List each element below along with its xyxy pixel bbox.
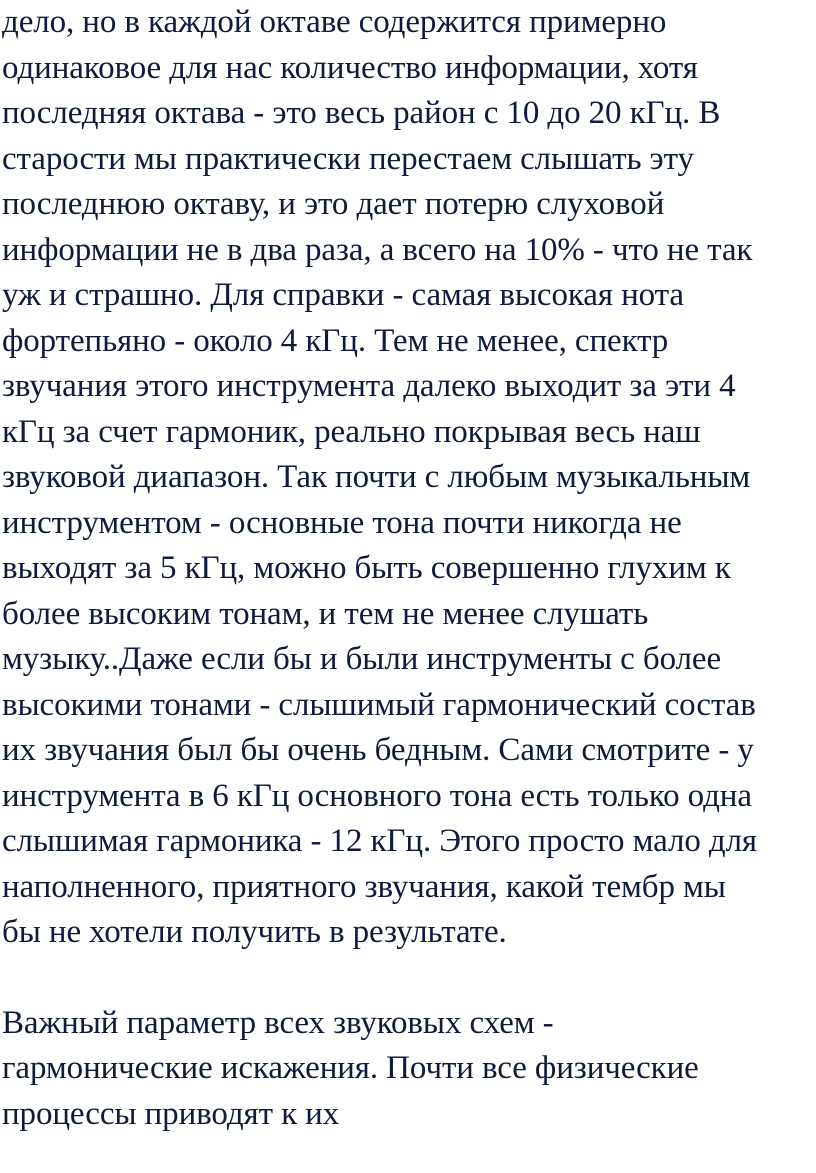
text-line: инструмента в 6 кГц основного тона есть только одна (2, 777, 752, 814)
text-line: информации не в два раза, а всего на 10% - что не так (2, 231, 753, 268)
text-line: уж и страшно. Для справки - самая высокая нота (2, 277, 684, 313)
text-line: наполненного, приятного звучания, какой тембр мы (2, 868, 726, 905)
text-line: последнюю октаву, и это дает потерю слуховой (2, 186, 665, 222)
paragraph-octave-hearing (2, 0, 816, 956)
text-line: старости мы практически перестаем слышать эту (2, 140, 694, 177)
text-line: звучания этого инструмента далеко выходит за эти 4 (2, 368, 736, 404)
text-line: одинаковое для нас количество информации, хотя (2, 49, 698, 86)
text-line: более высоким тонам, и тем не менее слушать (2, 595, 649, 632)
text-line: процессы приводят к их (2, 1095, 340, 1132)
text-line: фортепьяно - около 4 кГц. Тем не менее, спектр (2, 322, 669, 359)
text-line: кГц за счет гармоник, реально покрывая весь наш (2, 413, 701, 450)
text-line: выходят за 5 кГц, можно быть совершенно глухим к (2, 550, 731, 586)
text-line: гармонические искажения. Почти все физические (2, 1050, 699, 1086)
text-line: музыку..Даже если бы и были инструменты с более (2, 641, 721, 677)
paragraph-harmonic-distortion (2, 1001, 816, 1138)
text-line: последняя октава - это весь район с 10 до 20 кГц. В (2, 95, 721, 131)
text-line: инструментом - основные тона почти никогда не (2, 504, 682, 541)
text-line: высокими тонами - слышимый гармонический состав (2, 686, 756, 723)
text-line: Важный параметр всех звуковых схем - (2, 1004, 554, 1041)
text-line: их звучания был бы очень бедным. Сами смотрите - у (2, 732, 754, 768)
text-line: звуковой диапазон. Так почти с любым музыкальным (2, 459, 751, 495)
text-line: бы не хотели получить в результате. (2, 914, 507, 950)
text-line: слышимая гармоника - 12 кГц. Этого просто мало для (2, 823, 758, 859)
text-line: дело, но в каждой октаве содержится примерно (2, 4, 667, 40)
